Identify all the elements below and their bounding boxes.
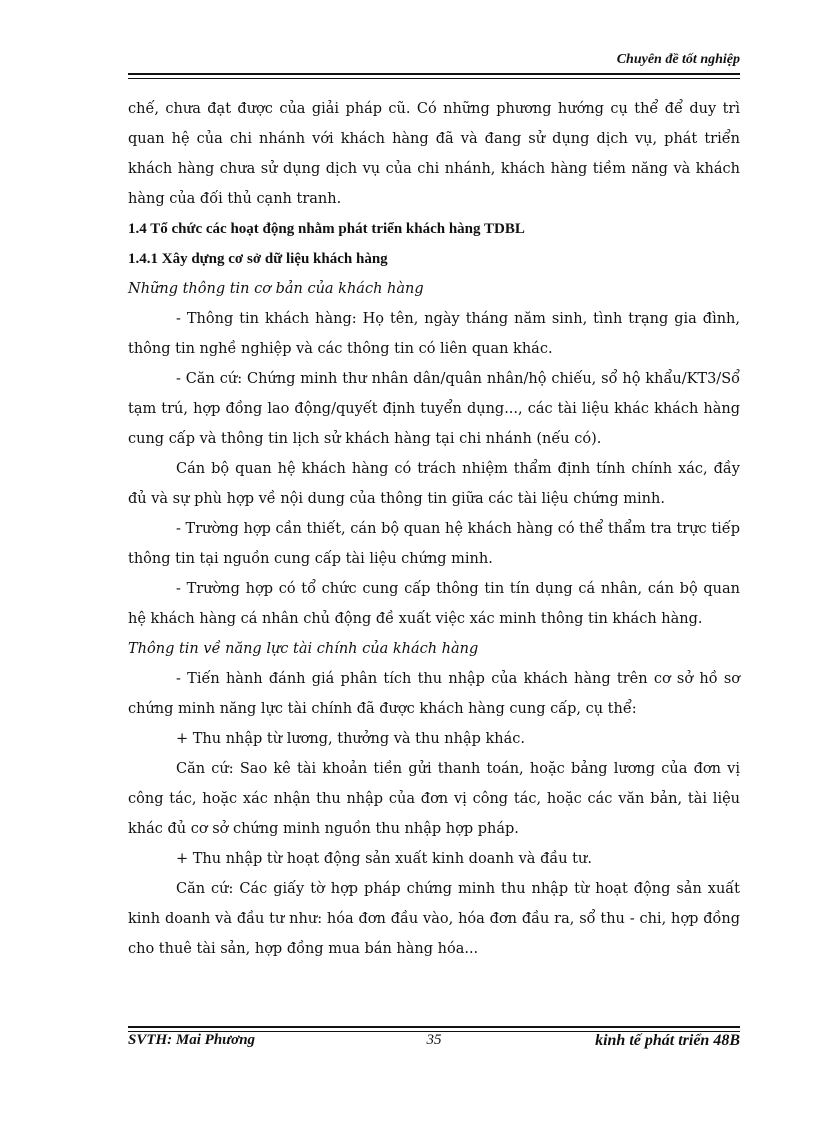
subheading-financial-capacity: Thông tin về năng lực tài chính của khách hàng bbox=[128, 641, 479, 657]
paragraph-income-analysis: - Tiến hành đánh giá phân tích thu nhập của khách hàng trên cơ sở hồ sơ chứng minh năng lực tài chính đã được khách hàng cung cấp, cụ thể: bbox=[128, 671, 740, 717]
paragraph-salary-basis: Căn cứ: Sao kê tài khoản tiền gửi thanh toán, hoặc bảng lương của đơn vị công tác, hoặc xác nhận thu nhập của đơn vị công tác, hoặc các văn bản, tài liệu khác đủ cơ sở chứng minh nguồn thu nhập hợp pháp. bbox=[128, 761, 740, 837]
heading-section-1-4-1: 1.4.1 Xây dựng cơ sở dữ liệu khách hàng bbox=[128, 251, 388, 267]
page-header bbox=[128, 52, 740, 74]
document-body bbox=[128, 94, 740, 964]
paragraph-business-income: + Thu nhập từ hoạt động sản xuất kinh doanh và đầu tư. bbox=[176, 851, 592, 867]
footer-author: SVTH: Mai Phương bbox=[128, 1032, 256, 1048]
paragraph-officer-duty: Cán bộ quan hệ khách hàng có trách nhiệm thẩm định tính chính xác, đầy đủ và sự phù hợp về nội dung của thông tin giữa các tài liệu chứng minh. bbox=[128, 461, 740, 507]
paragraph-salary-income: + Thu nhập từ lương, thưởng và thu nhập khác. bbox=[176, 731, 525, 747]
paragraph-customer-info: - Thông tin khách hàng: Họ tên, ngày tháng năm sinh, tình trạng gia đình, thông tin nghề nghiệp và các thông tin có liên quan khác. bbox=[128, 311, 740, 357]
subheading-basic-info: Những thông tin cơ bản của khách hàng bbox=[128, 281, 424, 297]
header-rule bbox=[128, 73, 740, 79]
heading-section-1-4: 1.4 Tổ chức các hoạt động nhằm phát triển khách hàng TDBL bbox=[128, 221, 525, 237]
paragraph-business-basis: Căn cứ: Các giấy tờ hợp pháp chứng minh thu nhập từ hoạt động sản xuất kinh doanh và đầu tư như: hóa đơn đầu vào, hóa đơn đầu ra, sổ thu - chi, hợp đồng cho thuê tài sản, hợp đồng mua bán hàng hóa... bbox=[128, 881, 740, 957]
header-title: Chuyên đề tốt nghiệp bbox=[616, 52, 740, 67]
paragraph-direct-verification: - Trường hợp cần thiết, cán bộ quan hệ khách hàng có thể thẩm tra trực tiếp thông tin tại nguồn cung cấp tài liệu chứng minh. bbox=[128, 521, 740, 567]
footer-class-label: kinh tế phát triển 48B bbox=[595, 1032, 740, 1049]
page-footer bbox=[128, 1032, 740, 1056]
paragraph-credit-info: - Trường hợp có tổ chức cung cấp thông tin tín dụng cá nhân, cán bộ quan hệ khách hàng cá nhân chủ động đề xuất việc xác minh thông tin khách hàng. bbox=[128, 581, 740, 627]
paragraph-documents-basis: - Căn cứ: Chứng minh thư nhân dân/quân nhân/hộ chiếu, sổ hộ khẩu/KT3/Sổ tạm trú, hợp đồng lao động/quyết định tuyển dụng..., các tài liệu khác khách hàng cung cấp và thông tin lịch sử khách hàng tại chi nhánh (nếu có). bbox=[128, 371, 740, 447]
paragraph-intro: chế, chưa đạt được của giải pháp cũ. Có những phương hướng cụ thể để duy trì quan hệ của chi nhánh với khách hàng đã và đang sử dụng dịch vụ, phát triển khách hàng chưa sử dụng dịch vụ của chi nhánh, khách hàng tiềm năng và khách hàng của đối thủ cạnh tranh. bbox=[128, 101, 740, 207]
page-number: 35 bbox=[426, 1032, 442, 1048]
